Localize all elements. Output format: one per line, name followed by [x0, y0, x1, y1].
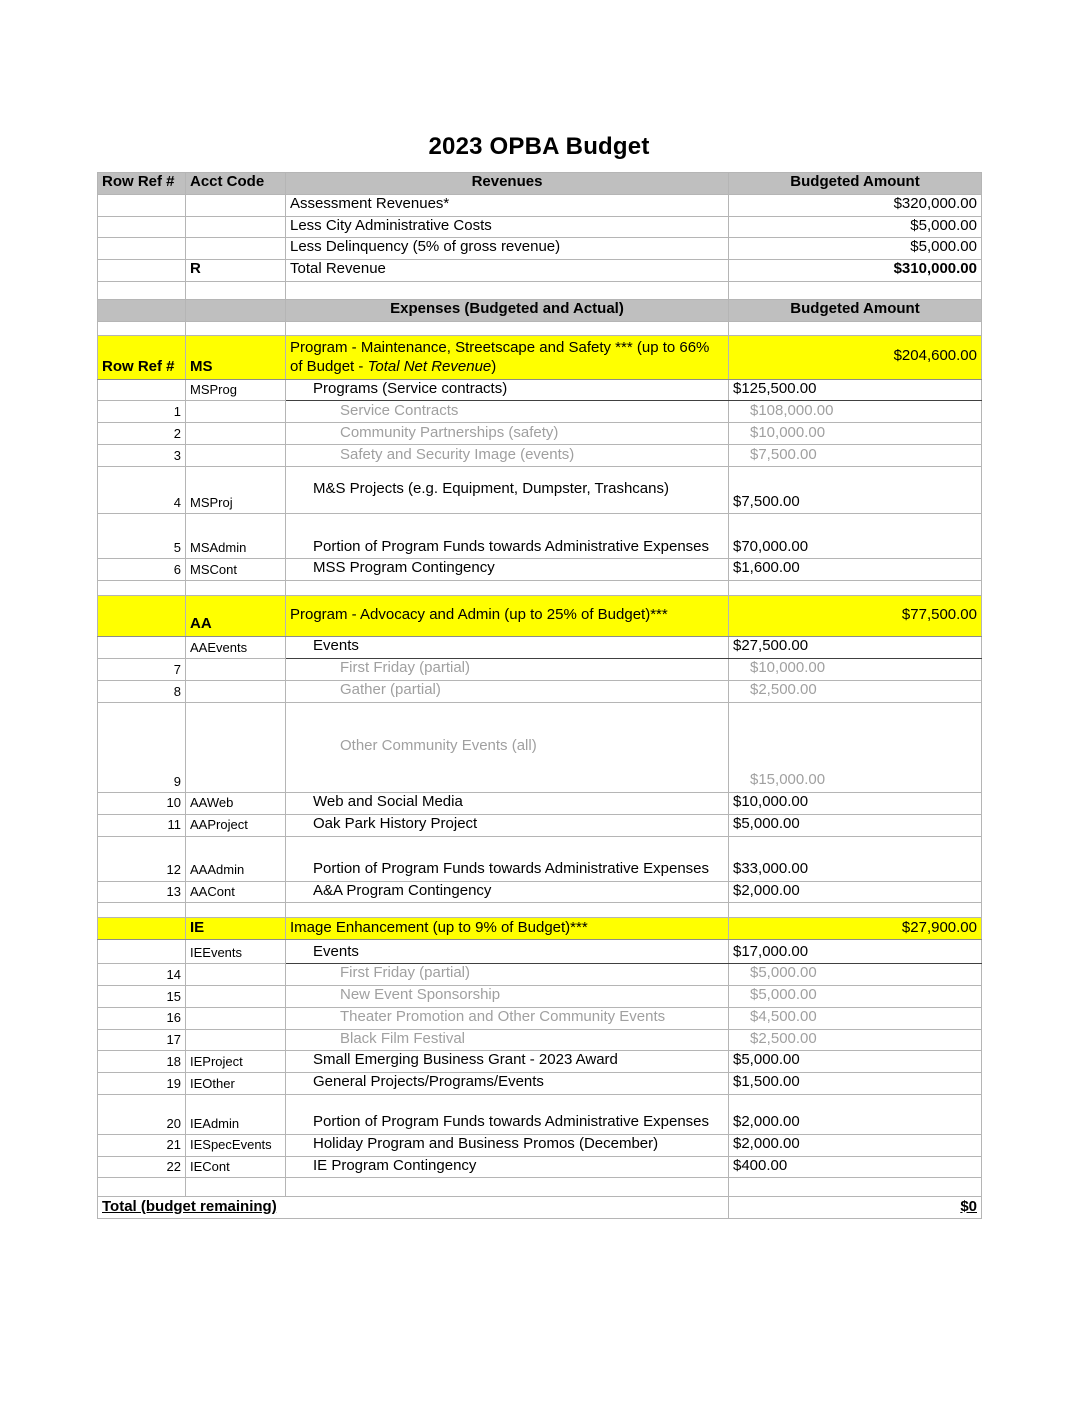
expense-subrow [98, 1029, 982, 1051]
amount-cell: $5,000.00 [729, 238, 982, 260]
expense-row [98, 1073, 982, 1095]
amount-cell: $320,000.00 [729, 194, 982, 216]
total-label: Total (budget remaining) [98, 1197, 729, 1219]
expense-row [98, 559, 982, 581]
desc-cell: M&S Projects (e.g. Equipment, Dumpster, Trashcans) [286, 467, 729, 514]
row-num-cell: 16 [98, 1007, 186, 1029]
row-num-cell: 15 [98, 986, 186, 1008]
expense-subrow [98, 964, 982, 986]
total-amount: $0 [729, 1197, 982, 1219]
row-num-cell [98, 379, 186, 401]
expense-subrow [98, 680, 982, 702]
desc-cell: Events [286, 637, 729, 659]
desc-cell: Safety and Security Image (events) [286, 445, 729, 467]
section-title-text: ) [491, 357, 497, 375]
desc-cell: Total Revenue [286, 260, 729, 282]
acct-code-cell: MSProg [186, 379, 286, 401]
expense-row [98, 836, 982, 881]
row-num-cell: 14 [98, 964, 186, 986]
expense-subrow [98, 702, 982, 792]
section-title: Program - Advocacy and Admin (up to 25% of Budget)*** [286, 596, 729, 637]
acct-code-cell [186, 659, 286, 681]
expense-row [98, 881, 982, 903]
amount-cell: $15,000.00 [729, 702, 982, 792]
expense-subrow [98, 423, 982, 445]
amount-cell: $5,000.00 [729, 986, 982, 1008]
empty-cell [186, 299, 286, 321]
expense-row [98, 814, 982, 836]
row-ref-label: Row Ref # [98, 335, 186, 379]
desc-cell: Service Contracts [286, 401, 729, 423]
expense-row [98, 940, 982, 964]
section-title: Image Enhancement (up to 9% of Budget)*** [286, 918, 729, 940]
expense-row [98, 1094, 982, 1134]
expense-subrow [98, 401, 982, 423]
section-amount: $77,500.00 [729, 596, 982, 637]
spacer-row [98, 281, 982, 299]
amount-cell: $33,000.00 [729, 836, 982, 881]
expense-subrow [98, 1007, 982, 1029]
section-title-text: Program - Maintenance, Streetscape and Safety *** (up to 66% of Budget - [290, 339, 710, 375]
acct-code-header: Acct Code [186, 173, 286, 195]
revenue-row [98, 238, 982, 260]
acct-code-cell: AAProject [186, 814, 286, 836]
empty-cell [729, 1178, 982, 1197]
row-num-cell: 9 [98, 702, 186, 792]
row-num-cell: 18 [98, 1051, 186, 1073]
desc-cell: Portion of Program Funds towards Administrative Expenses [286, 836, 729, 881]
row-num-cell: 8 [98, 680, 186, 702]
empty-cell [186, 903, 286, 918]
acct-code-cell: AAAdmin [186, 836, 286, 881]
empty-cell [98, 321, 186, 335]
amount-cell: $7,500.00 [729, 467, 982, 514]
expense-row [98, 467, 982, 514]
section-header-row-aa [98, 596, 982, 637]
expense-subrow [98, 986, 982, 1008]
row-num-cell [98, 637, 186, 659]
desc-cell: Less Delinquency (5% of gross revenue) [286, 238, 729, 260]
spacer-row [98, 903, 982, 918]
section-code: MS [186, 335, 286, 379]
row-num-cell: 4 [98, 467, 186, 514]
desc-cell: Events [286, 940, 729, 964]
amount-cell: $10,000.00 [729, 792, 982, 814]
row-ref-cell [98, 238, 186, 260]
desc-cell: First Friday (partial) [286, 964, 729, 986]
row-num-cell: 6 [98, 559, 186, 581]
section-amount: $204,600.00 [729, 335, 982, 379]
empty-cell [186, 281, 286, 299]
expense-row [98, 792, 982, 814]
expenses-header: Expenses (Budgeted and Actual) [286, 299, 729, 321]
amount-cell: $5,000.00 [729, 814, 982, 836]
section-code: IE [186, 918, 286, 940]
amount-cell: $2,000.00 [729, 881, 982, 903]
desc-cell: First Friday (partial) [286, 659, 729, 681]
empty-cell [286, 903, 729, 918]
section-title [286, 335, 729, 379]
empty-cell [286, 581, 729, 596]
amount-cell: $7,500.00 [729, 445, 982, 467]
row-num-cell [98, 940, 186, 964]
acct-code-cell [186, 445, 286, 467]
row-ref-cell [98, 260, 186, 282]
row-num-cell: 7 [98, 659, 186, 681]
acct-code-cell [186, 964, 286, 986]
row-num-cell: 20 [98, 1094, 186, 1134]
acct-code-cell: IEProject [186, 1051, 286, 1073]
acct-code-cell: AAWeb [186, 792, 286, 814]
expense-row [98, 1051, 982, 1073]
spacer-row [98, 581, 982, 596]
acct-code-cell: IECont [186, 1156, 286, 1178]
amount-cell: $108,000.00 [729, 401, 982, 423]
desc-cell: IE Program Contingency [286, 1156, 729, 1178]
empty-cell [98, 1178, 186, 1197]
acct-code-cell [186, 238, 286, 260]
desc-cell: A&A Program Contingency [286, 881, 729, 903]
desc-cell: Theater Promotion and Other Community Events [286, 1007, 729, 1029]
amount-cell: $4,500.00 [729, 1007, 982, 1029]
row-num-cell: 10 [98, 792, 186, 814]
empty-cell [98, 903, 186, 918]
acct-code-cell [186, 401, 286, 423]
desc-cell: Oak Park History Project [286, 814, 729, 836]
row-num-cell: 5 [98, 514, 186, 559]
acct-code-cell [186, 216, 286, 238]
desc-cell: Community Partnerships (safety) [286, 423, 729, 445]
expense-subrow [98, 445, 982, 467]
budget-table [97, 172, 982, 1219]
empty-cell [729, 581, 982, 596]
empty-cell [98, 299, 186, 321]
expense-row [98, 514, 982, 559]
acct-code-cell: AACont [186, 881, 286, 903]
acct-code-cell: MSCont [186, 559, 286, 581]
acct-code-cell [186, 1007, 286, 1029]
acct-code-cell: IESpecEvents [186, 1134, 286, 1156]
row-num-cell: 19 [98, 1073, 186, 1095]
revenues-header-row [98, 173, 982, 195]
row-num-cell: 2 [98, 423, 186, 445]
revenue-row [98, 194, 982, 216]
empty-cell [98, 281, 186, 299]
row-num-cell: 21 [98, 1134, 186, 1156]
spacer-row [98, 321, 982, 335]
empty-cell [286, 321, 729, 335]
section-amount: $27,900.00 [729, 918, 982, 940]
section-header-row-ie [98, 918, 982, 940]
expense-row [98, 1156, 982, 1178]
empty-cell [286, 1178, 729, 1197]
expense-row [98, 379, 982, 401]
acct-code-cell: MSProj [186, 467, 286, 514]
amount-cell: $70,000.00 [729, 514, 982, 559]
amount-cell: $2,500.00 [729, 1029, 982, 1051]
desc-cell: New Event Sponsorship [286, 986, 729, 1008]
amount-cell: $17,000.00 [729, 940, 982, 964]
empty-cell [98, 581, 186, 596]
amount-cell: $5,000.00 [729, 216, 982, 238]
amount-cell: $10,000.00 [729, 423, 982, 445]
acct-code-cell: IEOther [186, 1073, 286, 1095]
row-num-cell: 1 [98, 401, 186, 423]
budgeted-amount-header: Budgeted Amount [729, 173, 982, 195]
row-num-cell: 3 [98, 445, 186, 467]
amount-cell: $10,000.00 [729, 659, 982, 681]
desc-cell: Programs (Service contracts) [286, 379, 729, 401]
page-title: 2023 OPBA Budget [428, 133, 650, 160]
row-num-cell: 11 [98, 814, 186, 836]
expense-subrow [98, 659, 982, 681]
acct-code-cell: AAEvents [186, 637, 286, 659]
section-header-row-ms [98, 335, 982, 379]
row-num-cell: 22 [98, 1156, 186, 1178]
acct-code-cell [186, 680, 286, 702]
section-code: AA [186, 596, 286, 637]
revenue-row [98, 216, 982, 238]
row-ref-cell [98, 194, 186, 216]
amount-cell: $27,500.00 [729, 637, 982, 659]
row-ref-header: Row Ref # [98, 173, 186, 195]
acct-code-cell [186, 1029, 286, 1051]
empty-cell [186, 321, 286, 335]
acct-code-cell: MSAdmin [186, 514, 286, 559]
desc-cell: General Projects/Programs/Events [286, 1073, 729, 1095]
amount-cell: $2,000.00 [729, 1094, 982, 1134]
total-revenue-row [98, 260, 982, 282]
amount-cell: $310,000.00 [729, 260, 982, 282]
acct-code-cell [186, 702, 286, 792]
section-title-italic: Total Net Revenue [367, 357, 492, 375]
desc-cell: Holiday Program and Business Promos (December) [286, 1134, 729, 1156]
desc-cell: Other Community Events (all) [286, 702, 729, 792]
desc-cell: Assessment Revenues* [286, 194, 729, 216]
expense-row [98, 637, 982, 659]
desc-cell: Less City Administrative Costs [286, 216, 729, 238]
amount-cell: $2,500.00 [729, 680, 982, 702]
desc-cell: Web and Social Media [286, 792, 729, 814]
empty-cell [729, 903, 982, 918]
empty-cell [98, 918, 186, 940]
empty-cell [286, 281, 729, 299]
acct-code-cell [186, 423, 286, 445]
empty-cell [729, 281, 982, 299]
desc-cell: Portion of Program Funds towards Administrative Expenses [286, 514, 729, 559]
desc-cell: Small Emerging Business Grant - 2023 Award [286, 1051, 729, 1073]
amount-cell: $1,600.00 [729, 559, 982, 581]
amount-cell: $2,000.00 [729, 1134, 982, 1156]
row-num-cell: 13 [98, 881, 186, 903]
revenues-header: Revenues [286, 173, 729, 195]
amount-cell: $5,000.00 [729, 1051, 982, 1073]
acct-code-cell: IEAdmin [186, 1094, 286, 1134]
amount-cell: $5,000.00 [729, 964, 982, 986]
expenses-header-row [98, 299, 982, 321]
acct-code-cell [186, 986, 286, 1008]
desc-cell: Black Film Festival [286, 1029, 729, 1051]
desc-cell: Gather (partial) [286, 680, 729, 702]
total-row [98, 1197, 982, 1219]
amount-cell: $125,500.00 [729, 379, 982, 401]
row-num-cell: 12 [98, 836, 186, 881]
desc-cell: MSS Program Contingency [286, 559, 729, 581]
amount-cell: $1,500.00 [729, 1073, 982, 1095]
acct-code-cell [186, 194, 286, 216]
row-num-cell: 17 [98, 1029, 186, 1051]
acct-code-cell: R [186, 260, 286, 282]
row-ref-cell [98, 216, 186, 238]
acct-code-cell: IEEvents [186, 940, 286, 964]
empty-cell [186, 581, 286, 596]
expense-row [98, 1134, 982, 1156]
empty-cell [186, 1178, 286, 1197]
budgeted-amount-header: Budgeted Amount [729, 299, 982, 321]
spacer-row [98, 1178, 982, 1197]
amount-cell: $400.00 [729, 1156, 982, 1178]
desc-cell: Portion of Program Funds towards Administrative Expenses [286, 1094, 729, 1134]
empty-cell [98, 596, 186, 637]
empty-cell [729, 321, 982, 335]
